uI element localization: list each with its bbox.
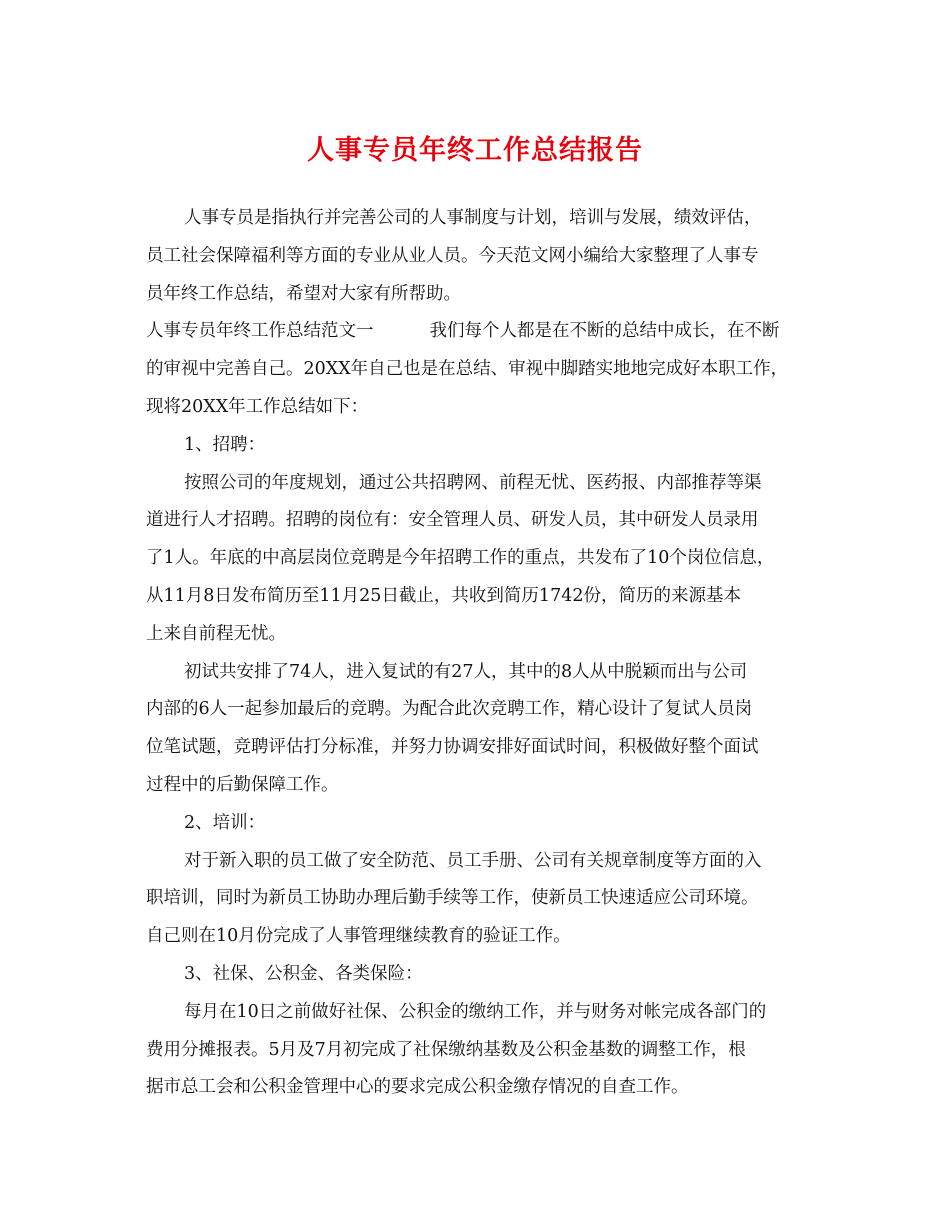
document-body [146,200,806,1107]
paragraph-line: 过程中的后勤保障工作。 [146,774,339,795]
paragraph-line: 职培训，同时为新员工协助办理后勤手续等工作，使新员工快速适应公司环境。 [146,888,759,909]
paragraph-line: 员工社会保障福利等方面的专业从业人员。今天范文网小编给大家整理了人事专 [146,245,759,266]
paragraph-line: 人事专员是指执行并完善公司的人事制度与计划，培训与发展，绩效评估， [184,208,762,228]
paragraph-line: 据市总工会和公积金管理中心的要求完成公积金缴存情况的自查工作。 [146,1077,689,1098]
paragraph-line: 了1人。年底的中高层岗位竞聘是今年招聘工作的重点，共发布了10个岗位信息， [146,548,775,569]
paragraph-line: 从11月8日发布简历至11月25日截止，共收到简历1742份，简历的来源基本 [146,585,741,606]
paragraph-line: 按照公司的年度规划，通过公共招聘网、前程无忧、医药报、内部推荐等渠 [184,472,762,493]
paragraph-line: 每月在10日之前做好社保、公积金的缴纳工作，并与财务对帐完成各部门的 [184,1001,767,1022]
paragraph-line: 上来自前程无忧。 [146,623,286,644]
paragraph-line: 费用分摊报表。5月及7月初完成了社保缴纳基数及公积金基数的调整工作，根 [146,1039,746,1060]
paragraph-line: 位笔试题，竞聘评估打分标准，并努力协调安排好面试时间，积极做好整个面试 [146,737,759,758]
paragraph-line: 的审视中完善自己。20XX年自己也是在总结、审视中脚踏实地地完成好本职工作， [146,359,789,380]
paragraph-line: 现将20XX年工作总结如下： [146,396,369,417]
section-heading: 1、招聘： [184,434,266,455]
paragraph-line-combined [146,313,806,351]
section-heading: 2、培训： [184,812,266,833]
paragraph-line: 道进行人才招聘。招聘的岗位有：安全管理人员、研发人员，其中研发人员录用 [146,510,759,531]
section-heading: 人事专员年终工作总结范文一 [146,321,374,342]
document-title: 人事专员年终工作总结报告 [307,135,643,166]
section-heading: 3、社保、公积金、各类保险： [184,963,423,984]
paragraph-line: 员年终工作总结，希望对大家有所帮助。 [146,283,461,304]
paragraph-line: 对于新入职的员工做了安全防范、员工手册、公司有关规章制度等方面的入 [184,850,762,871]
paragraph-line: 自己则在10月份完成了人事管理继续教育的验证工作。 [146,926,571,947]
paragraph-line: 初试共安排了74人，进入复试的有27人，其中的8人从中脱颖而出与公司 [184,661,748,682]
paragraph-line: 内部的6人一起参加最后的竞聘。为配合此次竞聘工作，精心设计了复试人员岗 [146,699,753,720]
paragraph-text: 我们每个人都是在不断的总结中成长，在不断 [429,321,780,342]
